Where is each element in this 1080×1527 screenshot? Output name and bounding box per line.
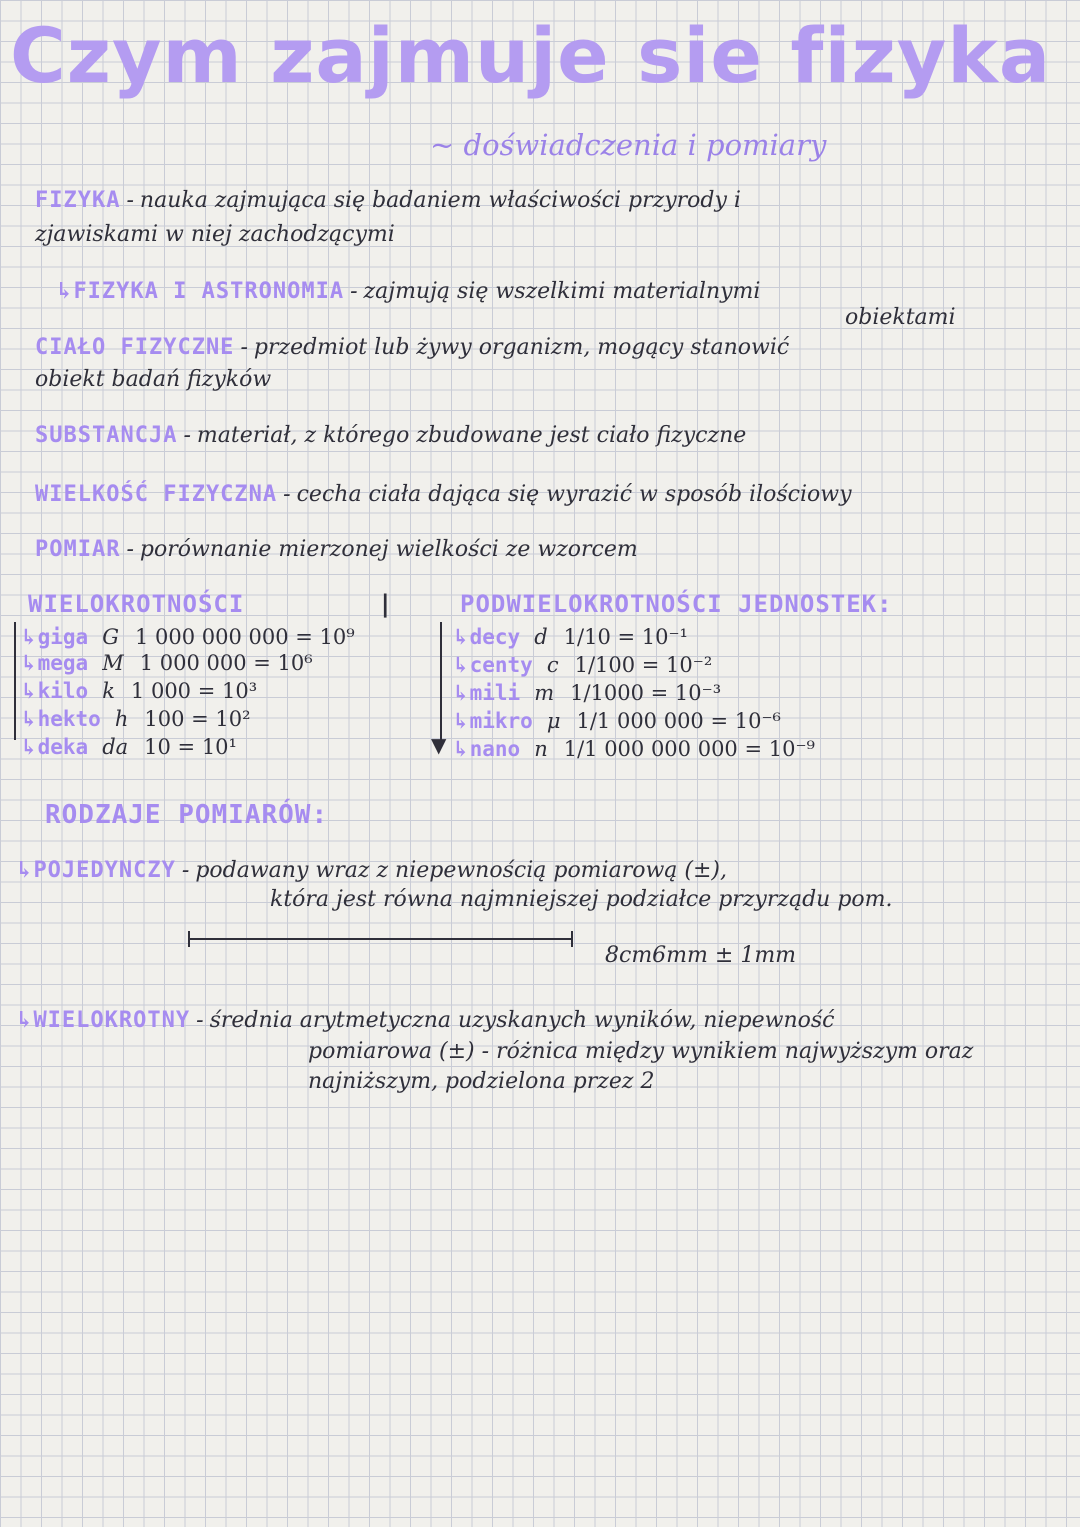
dash: - [126, 188, 134, 213]
prefix-deka [20, 736, 237, 758]
definition-text: cecha ciała dająca się wyrazić w sposób ilościowy [296, 482, 852, 507]
prefix-name: mikro [469, 709, 533, 733]
prefix-name: kilo [37, 679, 89, 703]
arrow-down-icon: ▼ [431, 733, 447, 757]
prefix-value: 1/1 000 000 = 10⁻⁶ [576, 709, 781, 733]
heading-multiples: WIELOKROTNOŚCI [28, 590, 245, 618]
term-cialo-fizyczne: CIAŁO FIZYCZNE [35, 335, 235, 360]
heading-measurement-types: RODZAJE POMIARÓW: [45, 800, 329, 830]
prefix-hekto [20, 708, 251, 730]
definition-fizyka-cont: zjawiskami w niej zachodzącymi [35, 222, 395, 247]
prefix-value: 1/1 000 000 000 = 10⁻⁹ [563, 737, 815, 761]
measurement-text: podawany wraz z niepewnością pomiarową (±), [195, 858, 727, 883]
prefix-centy [452, 654, 712, 676]
prefix-value: 1/1000 = 10⁻³ [570, 681, 722, 705]
prefix-symbol: M [102, 651, 124, 675]
definition-text: zajmują się wszelkimi materialnymi [363, 279, 761, 304]
arrow-icon: ↳ [55, 278, 74, 304]
prefix-value: 100 = 10² [144, 707, 251, 731]
term-wielkosc-fizyczna: WIELKOŚĆ FIZYCZNA [35, 482, 278, 507]
prefix-kilo [20, 680, 257, 702]
submultiples-bracket [440, 622, 442, 742]
dash: - [181, 858, 190, 883]
prefix-mili [452, 682, 721, 704]
prefix-symbol: μ [546, 709, 561, 733]
arrow-icon: ↳ [20, 706, 38, 731]
term-fizyka-astronomia: FIZYKA I ASTRONOMIA [73, 279, 345, 304]
ruler-line [188, 938, 573, 940]
arrow-icon: ↳ [452, 624, 470, 649]
definition-cialo-fizyczne-cont: obiekt badań fizyków [35, 367, 272, 392]
heading-submultiples: PODWIELOKROTNOŚCI JEDNOSTEK: [460, 590, 893, 618]
term-pomiar: POMIAR [35, 537, 121, 562]
prefix-value: 1/10 = 10⁻¹ [563, 625, 688, 649]
prefix-symbol: k [102, 679, 115, 703]
prefix-name: nano [469, 737, 521, 761]
measurement-single [15, 857, 727, 884]
definition-text: przedmiot lub żywy organizm, mogący stanowić [253, 335, 790, 360]
dash: - [240, 335, 248, 360]
prefix-symbol: c [546, 653, 559, 677]
prefix-value: 10 = 10¹ [144, 735, 237, 759]
dash: - [126, 537, 134, 562]
dash: - [283, 482, 291, 507]
definition-wielkosc-fizyczna [35, 482, 852, 508]
prefix-value: 1/100 = 10⁻² [574, 653, 713, 677]
prefix-value: 1 000 = 10³ [130, 679, 258, 703]
prefix-symbol: G [102, 625, 119, 649]
prefix-name: mili [469, 681, 521, 705]
prefix-symbol: da [102, 735, 129, 759]
term-fizyka: FIZYKA [35, 188, 121, 213]
prefix-symbol: d [534, 625, 548, 649]
definition-cialo-fizyczne [35, 335, 789, 361]
definition-text: materiał, z którego zbudowane jest ciało fizyczne [196, 423, 747, 448]
measurement-multiple-cont2: najniższym, podzielona przez 2 [308, 1069, 655, 1094]
arrow-icon: ↳ [452, 680, 470, 705]
arrow-icon: ↳ [15, 1007, 34, 1033]
prefix-name: giga [37, 625, 89, 649]
dash: - [196, 1008, 204, 1033]
arrow-icon: ↳ [20, 624, 38, 649]
prefix-mikro [452, 710, 781, 732]
prefix-giga [20, 626, 355, 648]
term-wielokrotny: WIELOKROTNY [33, 1008, 191, 1033]
arrow-icon: ↳ [452, 708, 470, 733]
measurement-single-cont: która jest równa najmniejszej podziałce przyrządu pom. [270, 887, 893, 912]
measurement-text: średnia arytmetyczna uzyskanych wyników, niepewność [209, 1008, 835, 1033]
prefix-name: hekto [37, 707, 101, 731]
dash: - [350, 279, 358, 304]
prefix-symbol: h [114, 707, 129, 731]
dash: - [183, 423, 191, 448]
prefix-value: 1 000 000 000 = 10⁹ [134, 625, 355, 649]
multiples-bracket [14, 622, 16, 740]
prefix-symbol: m [534, 681, 555, 705]
definition-substancja [35, 423, 746, 449]
definition-fizyka [35, 188, 741, 214]
measurement-multiple-cont: pomiarowa (±) - różnica między wynikiem najwyższym oraz [308, 1039, 974, 1064]
ruler-tick-right [571, 931, 573, 947]
measurement-example: 8cm6mm ± 1mm [605, 943, 797, 968]
prefix-nano [452, 738, 815, 760]
prefix-name: mega [37, 651, 89, 675]
definition-fizyka-astronomia-cont: obiektami [845, 305, 956, 330]
arrow-icon: ↳ [452, 652, 470, 677]
definition-pomiar [35, 537, 638, 563]
prefix-name: decy [469, 625, 521, 649]
arrow-icon: ↳ [452, 736, 470, 761]
arrow-icon: ↳ [20, 650, 38, 675]
measurement-multiple [15, 1007, 834, 1034]
definition-text: porównanie mierzonej wielkości ze wzorcem [139, 537, 638, 562]
arrow-icon: ↳ [20, 678, 38, 703]
term-pojedynczy: POJEDYNCZY [33, 858, 176, 883]
arrow-icon: ↳ [15, 857, 34, 883]
page-title: Czym zajmuje sie fizyka [10, 11, 1052, 100]
prefix-symbol: n [534, 737, 548, 761]
term-substancja: SUBSTANCJA [35, 423, 178, 448]
prefix-name: deka [37, 735, 89, 759]
prefix-value: 1 000 000 = 10⁶ [139, 651, 313, 675]
definition-fizyka-astronomia [55, 278, 760, 305]
page-subtitle: ~ doświadczenia i pomiary [430, 128, 827, 162]
arrow-icon: ↳ [20, 734, 38, 759]
definition-text: nauka zajmująca się badaniem właściwości przyrody i [139, 188, 741, 213]
prefix-mega [20, 652, 313, 674]
heading-separator: | [378, 590, 394, 618]
ruler-tick-left [188, 931, 190, 947]
prefix-name: centy [469, 653, 533, 677]
prefix-decy [452, 626, 688, 648]
